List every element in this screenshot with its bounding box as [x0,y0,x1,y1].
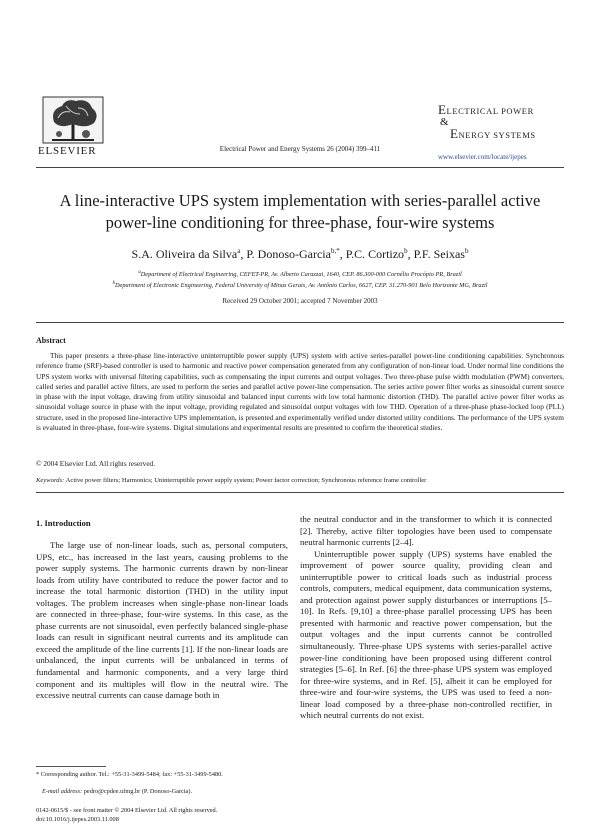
elsevier-tree-icon [42,96,104,144]
journal-url-link[interactable]: www.elsevier.com/locate/ijepes [438,153,527,161]
abstract-top-divider [36,322,564,323]
affiliation-b [36,281,564,289]
section-heading: 1. Introduction [36,518,91,528]
doi-line: doi:10.1016/j.ijepes.2003.11.008 [36,816,119,823]
affiliation-text: Department of Electrical Engineering, CEFET-PR, Av. Alberto Carazzai, 1640, CEP. 86.300-000 Cornélio Procópio PR, Brazil [140,271,462,279]
body-paragraph: the neutral conductor and in the transformer to which it is connected [2]. Thereby, active filter topologies have been used to compensate neutral harmonic currents [2–4]. [300,514,552,548]
author-separator: , [407,247,414,261]
issn-line: 0142-0615/$ - see front matter © 2004 Elsevier Ltd. All rights reserved. [36,807,218,814]
brand-rest-1: LECTRICAL POWER [446,106,534,116]
brand-initial-2: E [450,126,459,141]
journal-brand-line1 [438,103,568,118]
author-separator: , [339,247,346,261]
abstract-copyright: © 2004 Elsevier Ltd. All rights reserved. [36,459,156,468]
footnote-email [42,788,192,795]
paper-title: A line-interactive UPS system implementation with series-parallel active power-line conditioning for three-phase, four-wire systems [59,191,541,232]
footnote-corresponding-author: * Corresponding author. Tel.: +55-31-3499-5484; fax: +55-31-3499-5480. [36,771,223,778]
received-dates: Received 29 October 2001; accepted 7 November 2003 [222,297,378,305]
brand-rest-2: NERGY SYSTEMS [458,130,536,140]
abstract-body: This paper presents a three-phase line-interactive uninterruptible power supply (UPS) system with active series-parallel power-line conditioning capabilities. Synchronous reference frame (SRF)-based controller is used to harmonic and reactive power compensation generated from any configuration of non-linear load. Under normal line conditions the UPS system works with universal filtering capabilities, such as compensating the input currents and output voltages. Two three-phase pulse width modulation (PWM) converters, called series and parallel active filters, are used to perform the series and parallel active power-line compensation. The series active power filter works as sinusoidal current source in phase with the input voltage, drawing from utility sinusoidal and balanced input currents with low total harmonic distortion (THD). The parallel active power filter works as sinusoidal voltage source in phase with the input voltage, providing regulated and sinusoidal output voltages with low THD. Operation of a three-phase phase-locked loop (PLL) structure, used in the proposed line-interactive UPS implementation, is presented and experimentally verified under distorted utility conditions. The performance of the UPS system is evaluated in three-phase, four-wire systems. Digital simulations and experimental results are presented to confirm the theoretical studies. [36,351,564,433]
author-name: P. Donoso-Garcia [246,247,331,261]
body-left-column: The large use of non-linear loads, such as, personal computers, UPS, etc., has increased in the last years, causing problems to the power supply systems. The harmonic currents drawn by non-linear loads from utility have contributed to reduce the power factor and to increase the total harmonic distortion (THD) in the utility input voltages. The problem increases when single-phase non-linear loads are connected in three-phase, four-wire systems. In this case, as the phase currents are not sinusoidal, even perfectly balanced single-phase loads can result in significant neutral currents and its amplitude can exceed the amplitude of the line currents [1]. If the non-linear loads are unbalanced, the input currents will be unbalanced in terms of fundamental and harmonic components, and a very large third component and its multiples will flow in the neutral wire. The excessive neutral currents can cause damage both in [36,540,288,701]
journal-citation: Electrical Power and Energy Systems 26 (2004) 399–411 [219,145,381,153]
footnote-divider [36,766,106,767]
email-label: E-mail address: [42,788,83,795]
journal-brand-line2 [438,127,568,142]
affiliation-label: a [138,270,141,275]
author-name: P.F. Seixas [413,247,465,261]
keywords [36,477,564,484]
keywords-label: Keywords: [36,477,65,484]
brand-initial-1: E [438,102,447,117]
body-right-column [300,514,552,722]
elsevier-logo [38,96,124,158]
author-name: S.A. Oliveira da Silva [131,247,238,261]
email-value[interactable]: pedro@cpdee.ufmg.br (P. Donoso-Garcia). [83,788,193,795]
author-list [36,247,564,262]
journal-brand [438,103,568,142]
publisher-name: ELSEVIER [38,145,97,157]
header-divider [36,167,564,168]
author-affil-mark: b [464,247,469,255]
affiliation-text: Department of Electronic Engineering, Federal University of Minas Gerais, Av. Antônio Carlos, 6627, CEP. 31.270-901 Belo Horizonte MG, Brazil [114,282,488,290]
body-paragraph: Uninterruptible power supply (UPS) systems have enabled the improvement of power source quality, providing clean and uninterruptible power to critical loads such as industrial process controls, computers, medical equipment, data communication systems, and protection against power supply disturbances or interruptions [5–10]. In Refs. [9,10] a three-phase parallel processing UPS has been presented with harmonic and reactive power compensation, but the output voltages and the input currents cannot be controlled simultaneously. Three-phase UPS systems with series-parallel active power-line conditioning have been proposed using different control strategies [5–6]. In Ref. [6] the three-phase UPS system was employed for three-wire systems, and in Ref. [5], albeit it can be employed for three-wire and four-wire systems, the UPS was used to feed a non-linear load composed by a three-phase non-controlled rectifier, in which neutral currents do not exist. [300,548,552,721]
author-separator: , [240,247,247,261]
author-name: P.C. Cortizo [345,247,405,261]
author-affil-mark: a [237,247,241,255]
abstract-bottom-divider [36,492,564,493]
affiliation-a [36,270,564,278]
abstract-heading: Abstract [36,336,66,345]
journal-brand-amp: & [440,116,450,128]
affiliation-label: b [112,281,115,286]
keywords-text: Active power filters; Harmonics; Uninterruptible power supply system; Power factor correction; Synchronous reference frame controller [65,477,427,484]
author-affil-mark: b [404,247,408,255]
author-affil-mark: b,* [330,247,340,255]
